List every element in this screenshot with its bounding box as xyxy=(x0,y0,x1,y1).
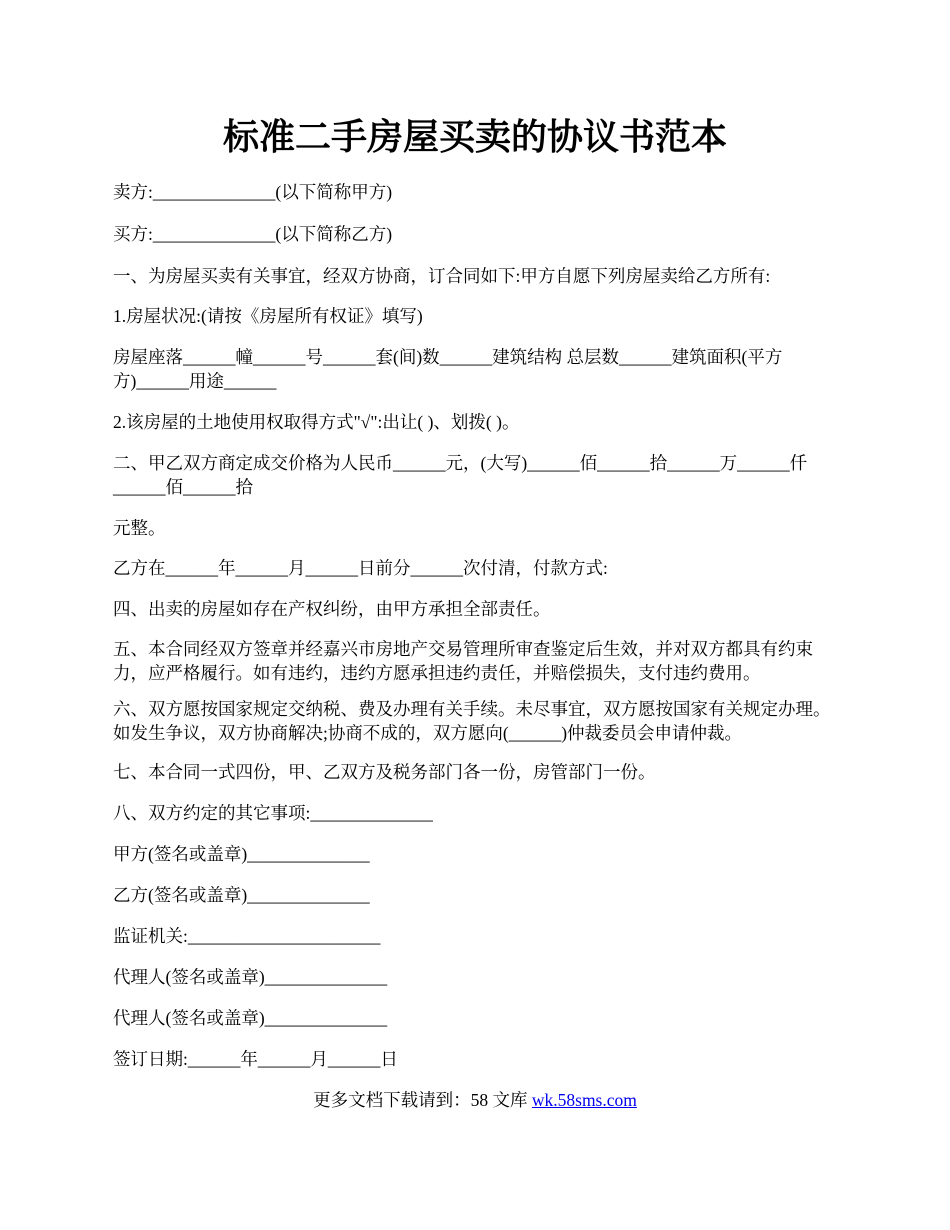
seller-line: 卖方:______________(以下简称甲方) xyxy=(113,182,393,202)
clause-8: 八、双方约定的其它事项:______________ xyxy=(113,803,433,823)
signing-date: 签订日期:______年______月______日 xyxy=(113,1049,398,1069)
house-details: 房屋座落______幢______号______套(间)数______建筑结构 总层数______建筑面积(平方方)______用途______ xyxy=(113,347,783,391)
footer-link[interactable]: wk.58sms.com xyxy=(531,1090,637,1110)
footer-text: 更多文档下载请到：58 文库 xyxy=(313,1090,532,1110)
agent-signature-1: 代理人(签名或盖章)______________ xyxy=(113,967,388,987)
land-use-rights: 2.该房屋的土地使用权取得方式"√":出让( )、划拨( )。 xyxy=(113,412,520,432)
buyer-line: 买方:______________(以下简称乙方) xyxy=(113,224,393,244)
price-end: 元整。 xyxy=(113,518,166,538)
footer xyxy=(0,1088,950,1112)
party-a-signature: 甲方(签名或盖章)______________ xyxy=(113,844,370,864)
clause-5: 五、本合同经双方签章并经嘉兴市房地产交易管理所审查鉴定后生效，并对双方都具有约束力，应严格履行。如有违约，违约方愿承担违约责任，并赔偿损失，支付违约费用。 xyxy=(113,639,813,683)
clause-6: 六、双方愿按国家规定交纳税、费及办理有关手续。未尽事宜，双方愿按国家有关规定办理。如发生争议，双方协商解决;协商不成的，双方愿向(______)仲裁委员会申请仲裁。 xyxy=(113,699,831,743)
agent-signature-2: 代理人(签名或盖章)______________ xyxy=(113,1008,388,1028)
clause-4: 四、出卖的房屋如存在产权纠纷，由甲方承担全部责任。 xyxy=(113,599,551,619)
clause-1-intro: 一、为房屋买卖有关事宜，经双方协商，订合同如下:甲方自愿下列房屋卖给乙方所有: xyxy=(113,266,771,286)
supervising-authority: 监证机关:______________________ xyxy=(113,926,381,946)
payment-terms: 乙方在______年______月______日前分______次付清，付款方式: xyxy=(113,558,608,578)
clause-7: 七、本合同一式四份，甲、乙双方及税务部门各一份，房管部门一份。 xyxy=(113,762,656,782)
house-status-heading: 1.房屋状况:(请按《房屋所有权证》填写) xyxy=(113,306,423,326)
clause-2-price: 二、甲乙双方商定成交价格为人民币______元，(大写)______佰______拾______万______仟______佰______拾 xyxy=(113,453,808,497)
party-b-signature: 乙方(签名或盖章)______________ xyxy=(113,885,370,905)
document-title: 标准二手房屋买卖的协议书范本 xyxy=(222,117,727,157)
